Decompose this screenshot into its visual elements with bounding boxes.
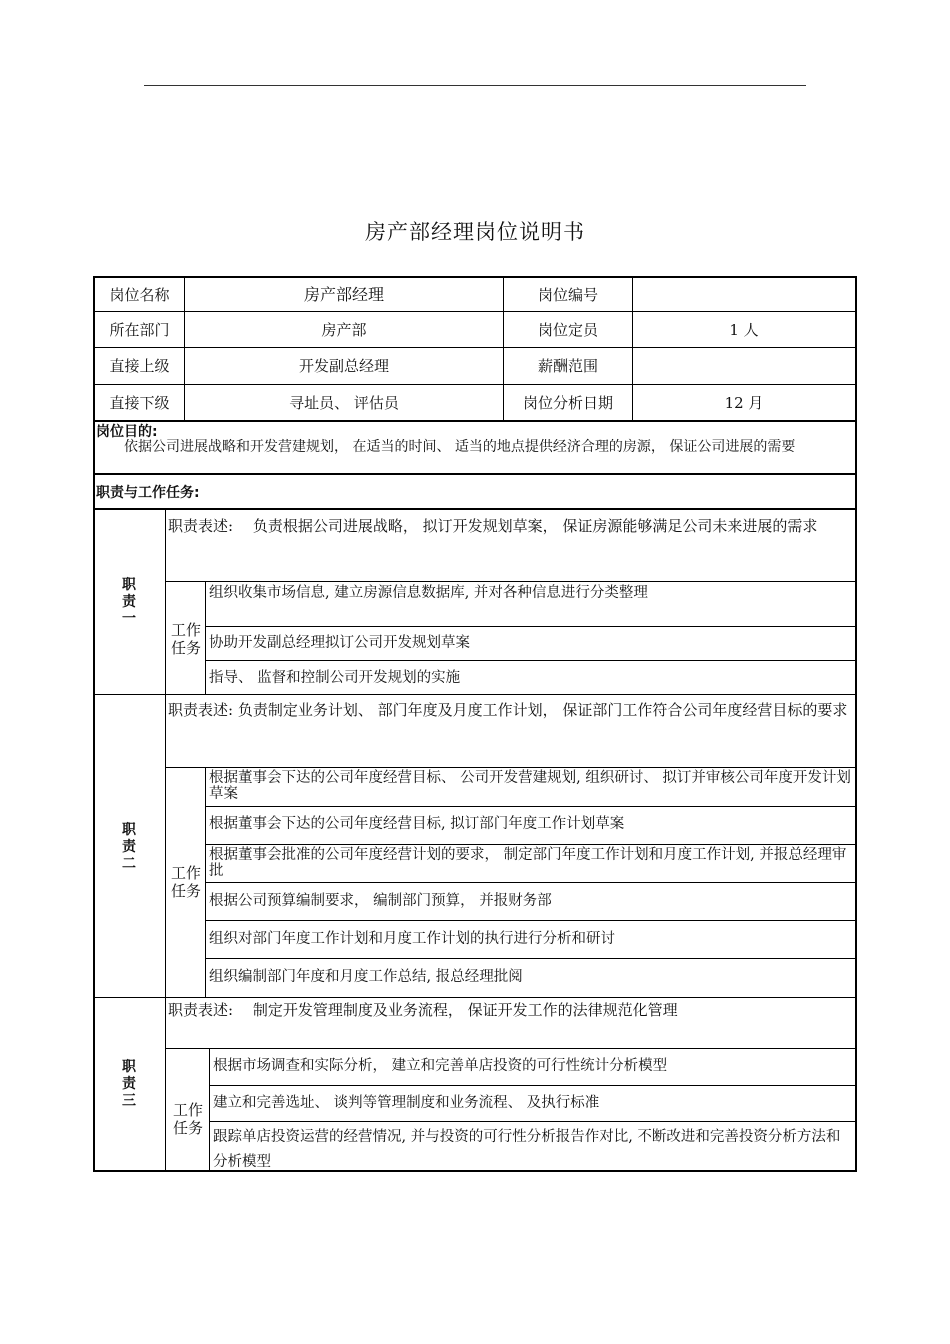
task-label: 工作任务 [172, 1101, 203, 1137]
duty-label: 职责二 [122, 822, 136, 872]
info-value-analysis-date: 12 月 [724, 394, 764, 412]
duty-label: 职责一 [122, 577, 136, 627]
info-label-superior: 直接上级 [109, 357, 170, 375]
purpose-text: 依据公司进展战略和开发营建规划， 在适当的时间、 适当的地点提供经济合理的房源， 保证公司进展的需要 [124, 439, 796, 455]
info-value-dept: 房产部 [321, 321, 367, 339]
task-item: 组织收集市场信息, 建立房源信息数据库, 并对各种信息进行分类整理 [209, 585, 648, 601]
duty-description: 职责表述: 负责制定业务计划、 部门年度及月度工作计划， 保证部门工作符合公司年度经营目标的要求 [168, 701, 848, 719]
task-item: 根据市场调查和实际分析， 建立和完善单店投资的可行性统计分析模型 [213, 1058, 668, 1074]
duties-heading: 职责与工作任务: [96, 485, 200, 501]
task-item: 跟踪单店投资运营的经营情况, 并与投资的可行性分析报告作对比, 不断改进和完善投资分析方法和分析模型 [213, 1129, 841, 1170]
task-item: 根据董事会批准的公司年度经营计划的要求， 制定部门年度工作计划和月度工作计划, 并报总经理审批 [209, 847, 847, 879]
info-value-superior: 开发副总经理 [298, 357, 389, 375]
header-rule [144, 85, 806, 86]
task-item: 组织编制部门年度和月度工作总结, 报总经理批阅 [209, 969, 523, 985]
info-label-code: 岗位编号 [537, 286, 598, 304]
task-item: 协助开发副总经理拟订公司开发规划草案 [209, 635, 470, 651]
purpose-heading: 岗位目的: [96, 424, 158, 440]
task-label: 工作任务 [170, 864, 201, 900]
task-item: 指导、 监督和控制公司开发规划的实施 [209, 670, 461, 686]
info-label-subordinate: 直接下级 [109, 394, 170, 412]
info-value-subordinate: 寻址员、 评估员 [289, 394, 399, 412]
info-label-headcount: 岗位定员 [537, 321, 598, 339]
duty-description: 职责表述: 负责根据公司进展战略， 拟订开发规划草案， 保证房源能够满足公司未来进展的需求 [168, 517, 818, 535]
page-title: 房产部经理岗位说明书 [365, 220, 585, 244]
task-item: 根据董事会下达的公司年度经营目标、 公司开发营建规划, 组织研讨、 拟订并审核公司年度开发计划草案 [209, 770, 851, 802]
task-item: 建立和完善选址、 谈判等管理制度和业务流程、 及执行标准 [213, 1095, 600, 1111]
info-label-name: 岗位名称 [109, 286, 170, 304]
task-item: 根据公司预算编制要求， 编制部门预算， 并报财务部 [209, 893, 552, 909]
info-label-salary: 薪酬范围 [537, 357, 598, 375]
duty-description: 职责表述: 制定开发管理制度及业务流程， 保证开发工作的法律规范化管理 [168, 1001, 678, 1019]
info-value-headcount: 1 人 [729, 321, 759, 339]
task-item: 根据董事会下达的公司年度经营目标, 拟订部门年度工作计划草案 [209, 816, 625, 832]
task-label: 工作任务 [170, 621, 201, 657]
info-label-dept: 所在部门 [109, 321, 170, 339]
info-value-name: 房产部经理 [303, 285, 384, 304]
duty-label: 职责三 [122, 1059, 136, 1109]
task-item: 组织对部门年度工作计划和月度工作计划的执行进行分析和研讨 [209, 931, 615, 947]
info-label-analysis-date: 岗位分析日期 [522, 394, 613, 412]
